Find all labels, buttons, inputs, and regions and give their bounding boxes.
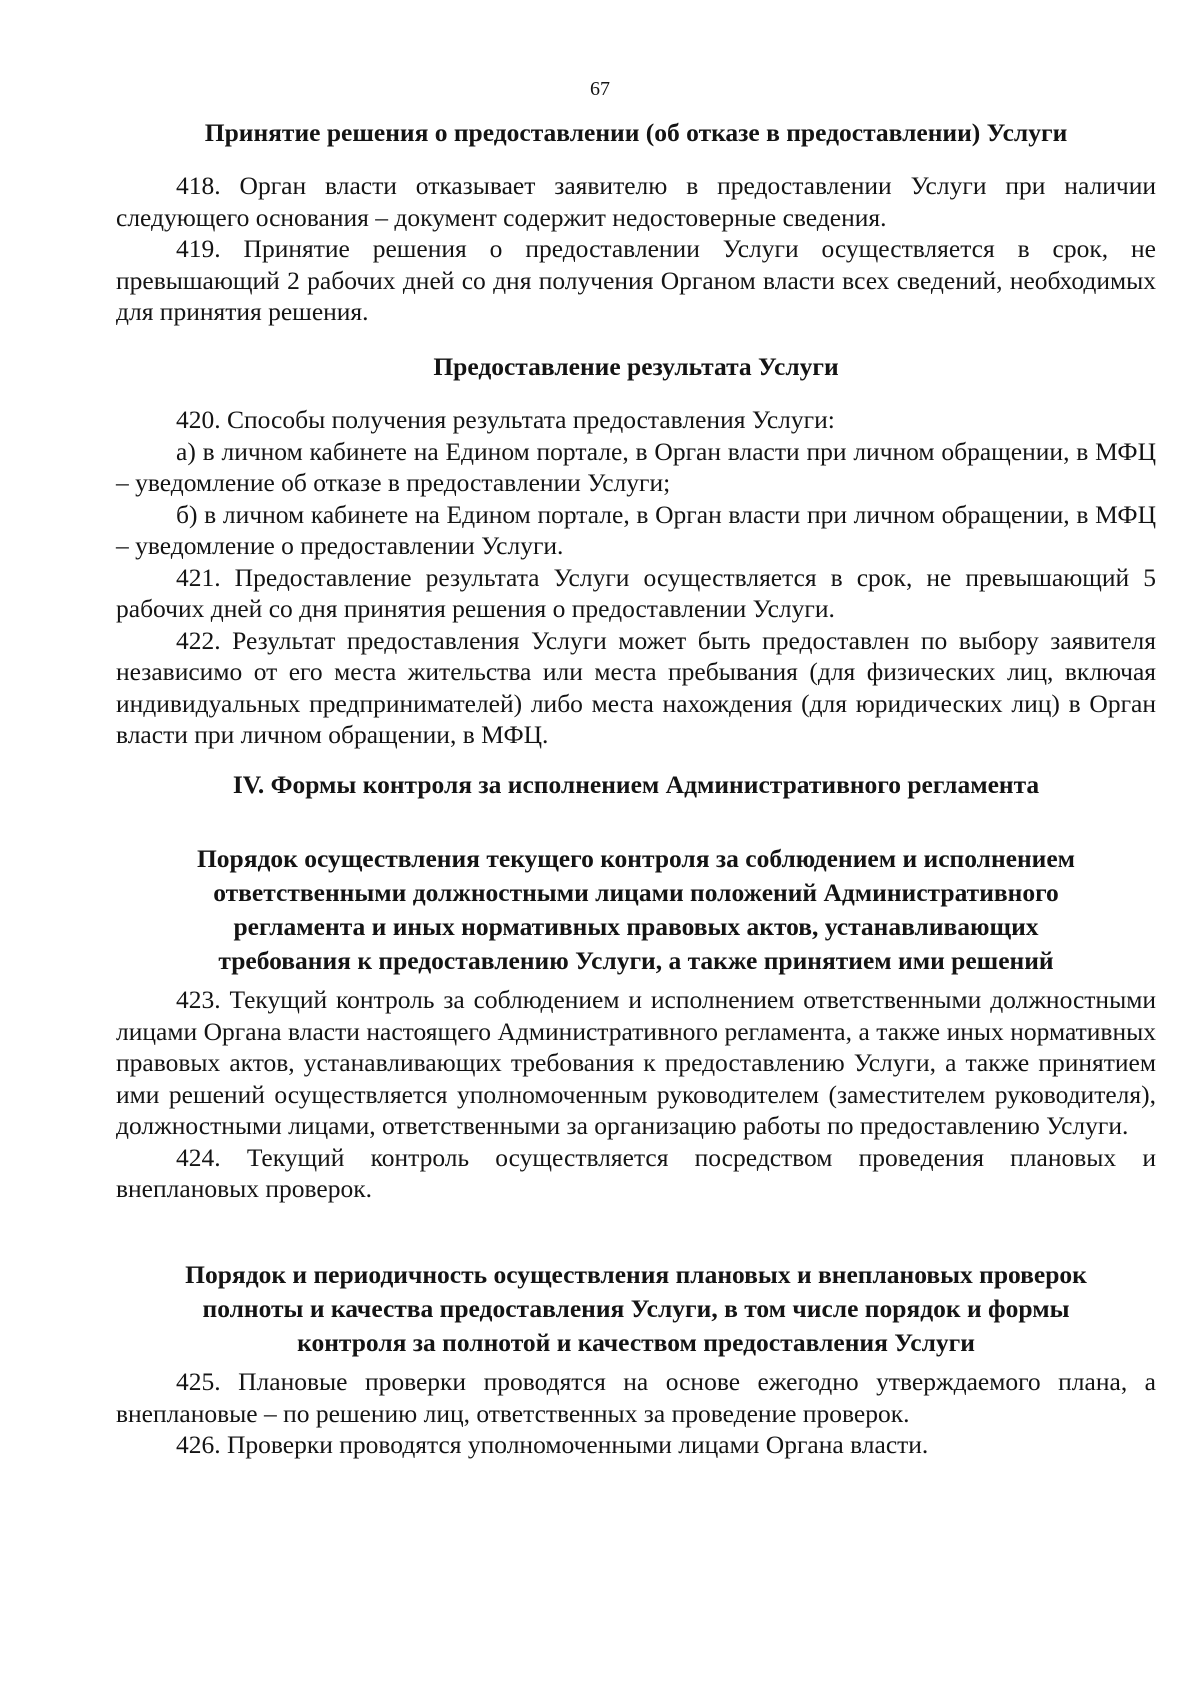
section-result <box>116 350 1156 384</box>
paragraph: 418. Орган власти отказывает заявителю в предоставлении Услуги при наличии следующего основания – документ содержит недостоверные сведения. <box>116 171 1156 232</box>
section-heading-line: полноты и качества предоставления Услуги, в том числе порядок и формы <box>202 1294 1070 1323</box>
paragraph: 419. Принятие решения о предоставлении Услуги осуществляется в срок, не превышающий 2 рабочих дней со дня получения Органом власти всех сведений, необходимых для принятия решения. <box>116 234 1156 326</box>
paragraph: 423. Текущий контроль за соблюдением и исполнением ответственными должностными лицами Органа власти настоящего Административного регламента, а также иных нормативных правовых актов, устанавливающих требования к предоставлению Услуги, а также принятием ими решений осуществляется уполномоченным руководителем (заместителем руководителя), должностными лицами, ответственными за организацию работы по предоставлению Услуги. <box>116 985 1156 1140</box>
paragraph: 420. Способы получения результата предоставления Услуги: <box>176 405 835 434</box>
section-current-control-body <box>116 984 1156 1205</box>
paragraph: 422. Результат предоставления Услуги может быть предоставлен по выбору заявителя независимо от его места жительства или места пребывания (для физических лиц, включая индивидуальных предпринимателей) либо места нахождения (для юридических лиц) в Орган власти при личном обращении, в МФЦ. <box>116 625 1156 749</box>
section-heading: Принятие решения о предоставлении (об отказе в предоставлении) Услуги <box>204 118 1068 147</box>
section-heading-line: требования к предоставлению Услуги, а также принятием ими решений <box>218 946 1054 975</box>
section-heading: Предоставление результата Услуги <box>433 352 839 381</box>
section-heading-line: Порядок осуществления текущего контроля за соблюдением и исполнением <box>196 844 1076 873</box>
paragraph: 421. Предоставление результата Услуги осуществляется в срок, не превышающий 5 рабочих дней со дня принятия решения о предоставлении Услуги. <box>116 562 1156 623</box>
section-heading-line: ответственными должностными лицами положений Административного <box>213 878 1059 907</box>
section-inspections <box>116 1258 1156 1360</box>
paragraph: 426. Проверки проводятся уполномоченными лицами Органа власти. <box>176 1430 929 1459</box>
paragraph: 424. Текущий контроль осуществляется посредством проведения плановых и внеплановых проверок. <box>116 1142 1156 1203</box>
section-decision <box>116 116 1156 150</box>
paragraph: 425. Плановые проверки проводятся на основе ежегодно утверждаемого плана, а внеплановые – по решению лиц, ответственных за проведение проверок. <box>116 1367 1156 1428</box>
section-chapter-iv <box>116 768 1156 802</box>
section-heading-line: Порядок и периодичность осуществления плановых и внеплановых проверок <box>185 1260 1087 1289</box>
section-result-body <box>116 404 1156 751</box>
section-heading-line: регламента и иных нормативных правовых актов, устанавливающих <box>233 912 1039 941</box>
section-heading-line: контроля за полнотой и качеством предоставления Услуги <box>297 1328 975 1357</box>
section-inspections-body <box>116 1366 1156 1461</box>
paragraph: а) в личном кабинете на Едином портале, в Орган власти при личном обращении, в МФЦ – уведомление об отказе в предоставлении Услуги; <box>116 436 1156 497</box>
paragraph: б) в личном кабинете на Едином портале, в Орган власти при личном обращении, в МФЦ – уведомление о предоставлении Услуги. <box>116 499 1156 560</box>
chapter-heading: IV. Формы контроля за исполнением Административного регламента <box>232 770 1040 799</box>
page-number: 67 <box>590 78 610 100</box>
section-decision-body <box>116 170 1156 328</box>
section-current-control <box>116 842 1156 978</box>
